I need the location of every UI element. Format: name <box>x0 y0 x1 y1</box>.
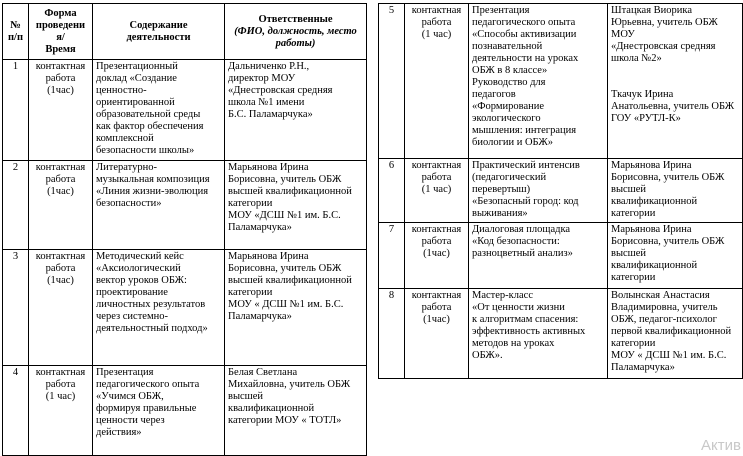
row-content: Практический интенсив (педагогический перевертыш) «Безопасный город: код выживания» <box>469 159 608 223</box>
row-num: 4 <box>3 366 29 456</box>
table-row <box>379 223 743 289</box>
table-header-row <box>3 4 367 60</box>
program-table-right <box>378 3 743 379</box>
table-row <box>379 4 743 159</box>
row-form: контактная работа (1 час) <box>405 4 469 159</box>
row-num: 3 <box>3 250 29 366</box>
row-content: Диалоговая площадка «Код безопасности: разноцветный анализ» <box>469 223 608 289</box>
header-content: Содержание деятельности <box>93 4 225 60</box>
row-content: Мастер-класс «От ценности жизни к алгоритмам спасения: эффективность активных методов на уроках ОБЖ». <box>469 289 608 379</box>
header-num: № п/п <box>3 4 29 60</box>
row-num: 2 <box>3 161 29 250</box>
row-num: 7 <box>379 223 405 289</box>
row-content: Методический кейс «Аксиологический вектор уроков ОБЖ: проектирование личностных результатов через системно- деятельностный подход» <box>93 250 225 366</box>
row-content: Презентация педагогического опыта «Способы активизации познавательной деятельности на уроках ОБЖ в 8 классе» Руководство для педагогов «Формирование экологического мышления: интеграция биологии и ОБЖ» <box>469 4 608 159</box>
row-form: контактная работа (1час) <box>405 223 469 289</box>
header-responsible-subtitle: (ФИО, должность, место работы) <box>234 25 357 49</box>
table-row <box>3 366 367 456</box>
row-responsible: Дальниченко Р.Н., директор МОУ «Днестровская средняя школа №1 имени Б.С. Паламарчука» <box>225 60 367 161</box>
row-form: контактная работа (1час) <box>29 250 93 366</box>
header-responsible-title: Ответственные <box>258 13 333 25</box>
row-responsible: Штацкая Виорика Юрьевна, учитель ОБЖ МОУ «Днестровская средняя школа №2» Ткачук Ирина Анатольевна, учитель ОБЖ ГОУ «РУТЛ-К» <box>608 4 743 159</box>
header-responsible <box>225 4 367 60</box>
row-num: 8 <box>379 289 405 379</box>
activation-watermark: Актив <box>701 437 741 454</box>
program-table-left <box>2 3 367 456</box>
row-responsible: Марьянова Ирина Борисовна, учитель ОБЖ высшей квалификационной категории <box>608 223 743 289</box>
row-form: контактная работа (1час) <box>29 161 93 250</box>
row-num: 5 <box>379 4 405 159</box>
table-row <box>3 250 367 366</box>
table-row <box>3 161 367 250</box>
table-row <box>3 60 367 161</box>
row-form: контактная работа (1час) <box>405 289 469 379</box>
row-responsible: Марьянова Ирина Борисовна, учитель ОБЖ высшей квалификационной категории МОУ « ДСШ №1 им. Б.С. Паламарчука» <box>225 250 367 366</box>
row-responsible: Марьянова Ирина Борисовна, учитель ОБЖ высшей квалификационной категории МОУ «ДСШ №1 им. Б.С. Паламарчука» <box>225 161 367 250</box>
row-responsible: Волынская Анастасия Владимировна, учитель ОБЖ, педагог-психолог первой квалификационной категории МОУ « ДСШ №1 им. Б.С. Паламарчука» <box>608 289 743 379</box>
row-num: 6 <box>379 159 405 223</box>
row-responsible: Марьянова Ирина Борисовна, учитель ОБЖ высшей квалификационной категории <box>608 159 743 223</box>
row-form: контактная работа (1 час) <box>405 159 469 223</box>
row-content: Презентация педагогического опыта «Учимся ОБЖ, формируя правильные ценности через действия» <box>93 366 225 456</box>
header-form: Форма проведени я/ Время <box>29 4 93 60</box>
row-form: контактная работа (1час) <box>29 60 93 161</box>
table-row <box>379 159 743 223</box>
row-content: Презентационный доклад «Создание ценностно- ориентированной образовательной среды как фактор обеспечения комплексной безопасности школы» <box>93 60 225 161</box>
table-row <box>379 289 743 379</box>
row-content: Литературно- музыкальная композиция «Линия жизни-эволюция безопасности» <box>93 161 225 250</box>
row-responsible: Белая Светлана Михайловна, учитель ОБЖ высшей квалификационной категории МОУ « ТОТЛ» <box>225 366 367 456</box>
row-form: контактная работа (1 час) <box>29 366 93 456</box>
row-num: 1 <box>3 60 29 161</box>
